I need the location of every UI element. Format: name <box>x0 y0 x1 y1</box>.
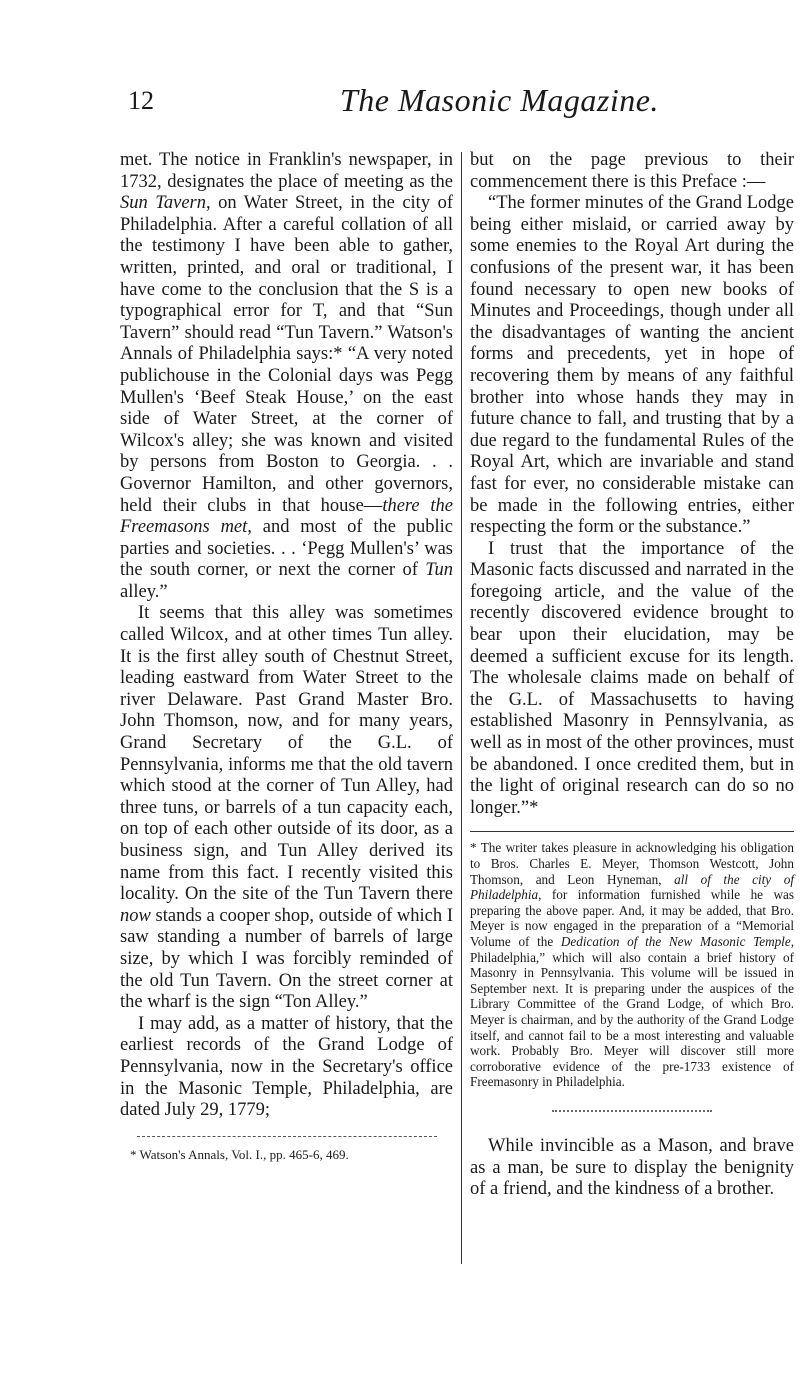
paragraph: It seems that this alley was sometimes called Wilcox, and at other times Tun alley. It is the first alley south of Chestnut Street, leading eastward from Water Street to the river Delaware. Past Grand Master Bro. John Thomson, now, and for many years, Grand Secretary of the G.L. of Pennsylvania, informs me that the old tavern which stood at the corner of Tun Alley, had three tuns, or barrels of a tun capacity each, on top of each other outside of its door, as a business sign, and Tun Alley derived its name from this fact. I recently visited this locality. On the site of the Tun Tavern there now stands a cooper shop, outside of which I saw standing a number of barrels of large size, by which I was forcibly reminded of the old Tun Tavern. On the street corner at the wharf is the sign “Ton Alley.” <box>120 603 453 1013</box>
page-number: 12 <box>128 86 154 115</box>
footnote: * Watson's Annals, Vol. I., pp. 465-6, 469. <box>130 1146 349 1162</box>
right-column <box>470 150 794 1201</box>
closing-paragraph: While invincible as a Mason, and brave as a man, be sure to display the benignity of a friend, and the kindness of a brother. <box>470 1135 794 1200</box>
ornament-rule <box>552 1110 712 1112</box>
running-title: The Masonic Magazine. <box>340 82 659 118</box>
paragraph: met. The notice in Franklin's newspaper, in 1732, designates the place of meeting as the Sun Tavern, on Water Street, in the city of Philadelphia. After a careful collation of all the testimony I have been able to gather, written, printed, and oral or traditional, I have come to the conclusion that the S is a typographical error for T, and that “Sun Tavern” should read “Tun Tavern.” Watson's Annals of Philadelphia says:* “A very noted publichouse in the Colonial days was Pegg Mullen's ‘Beef Steak House,’ on the east side of Water Street, at the corner of Wilcox's alley; she was known and visited by persons from Boston to Georgia. . . Governor Hamilton, and other governors, held their clubs in that house—there the Freemasons met, and most of the public parties and societies. . . ‘Pegg Mullen's’ was the south corner, or next the corner of Tun alley.” <box>120 150 453 602</box>
footnote-rule <box>137 1136 437 1137</box>
paragraph: but on the page previous to their commencement there is this Preface :— <box>470 150 794 192</box>
left-column <box>120 150 453 1162</box>
paragraph: “The former minutes of the Grand Lodge being either mislaid, or carried away by some enemies to the Royal Art during the confusions of the present war, it has been found necessary to open new books of Minutes and Proceedings, though under all the disadvantages of wanting the ancient forms and precedents, yet in hope of recovering them by means of any faithful brother into whose hands they may in future chance to fall, and trusting that by a due regard to the fundamental Rules of the Royal Art, which are invariable and stand fast for ever, no considerable mistake can be made in the following entries, either respecting the form or the substance.” <box>470 193 794 538</box>
column-divider <box>461 152 462 1264</box>
paragraph: I trust that the importance of the Masonic facts discussed and narrated in the foregoing article, and the value of the recently discovered evidence brought to bear upon their elucidation, may be deemed a sufficient excuse for its length. The wholesale claims made on behalf of the G.L. of Massachusetts to having established Masonry in Pennsylvania, as well as in most of the other provinces, must be abandoned. I once credited them, but in the light of original research can do so no longer.”* <box>470 538 794 818</box>
footnote-rule <box>470 831 794 832</box>
footnote: * The writer takes pleasure in acknowledging his obligation to Bros. Charles E. Meyer, Thomson Westcott, John Thomson, and Leon Hyneman, all of the city of Philadelphia, for information furnished while he was preparing the above paper. And, it may be added, that Bro. Meyer is now engaged in the preparation of a “Memorial Volume of the Dedication of the New Masonic Temple, Philadelphia,” which will also contain a brief history of Masonry in Pennsylvania. This volume will be issued in September next. It is preparing under the auspices of the Library Committee of the Grand Lodge, of which Bro. Meyer is chairman, and by the authority of the Grand Lodge itself, and cannot fail to be a most interesting and valuable work. Probably Bro. Meyer will discover still more corroborative evidence of the pre-1733 existence of Freemasonry in Philadelphia. <box>470 840 794 1090</box>
paragraph: I may add, as a matter of history, that the earliest records of the Grand Lodge of Pennsylvania, now in the Secretary's office in the Masonic Temple, Philadelphia, are dated July 29, 1779; <box>120 1013 453 1121</box>
